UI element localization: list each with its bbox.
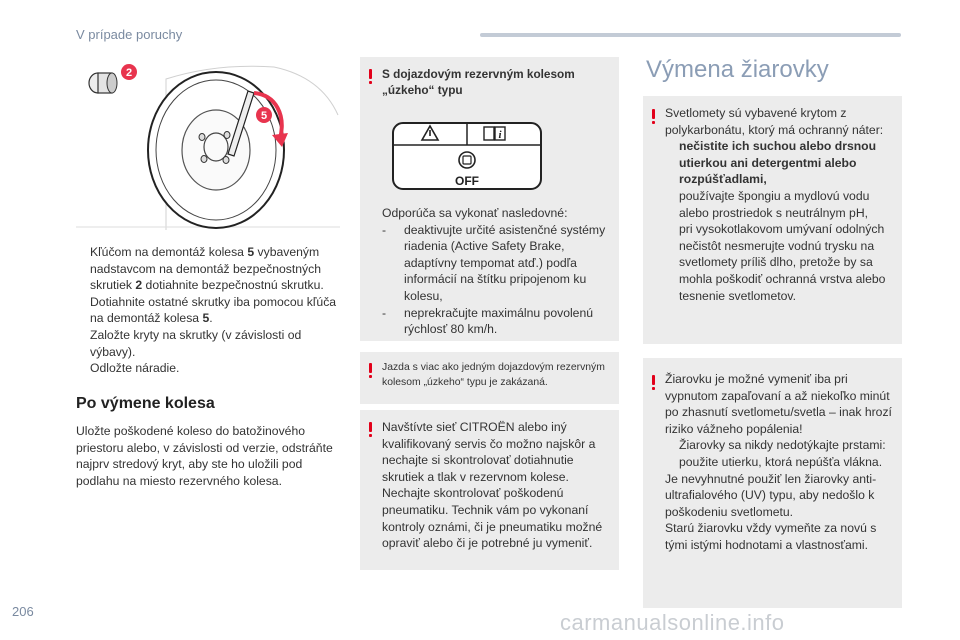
bulb-handling-box (643, 358, 902, 608)
step-item: Odložte náradie. (90, 361, 180, 376)
warning-icon (369, 69, 374, 84)
site-watermark: carmanualsonline.info (560, 610, 785, 635)
box-title-line1: S dojazdovým rezervným kolesom (382, 67, 575, 81)
service-visit-text: Navštívte sieť CITROËN alebo iný kvalifikovaný servis čo možno najskôr a nechajte si skontrolovať dotiahnutie skrutiek a tlak v rezervnom kolese. Nechajte skontrolovať poškodenú pneumatiku. Technik vám po vykonaní kontroly oznámi, či je pneumatiku možné opraviť alebo či je potrebné ju vymeniť. (382, 420, 603, 551)
bulb-intro: Žiarovku je možné vymeniť iba pri vypnutom zapaľovaní a až niekoľko minút po zhasnutí svetlometu/svetla – inak hrozí riziko vážneho popálenia! (665, 372, 892, 436)
wheel-label-sticker (392, 122, 542, 190)
running-header: V prípade poruchy (76, 27, 183, 42)
svg-text:i: i (498, 129, 502, 141)
section-heading-after-change: Po výmene kolesa (76, 395, 215, 412)
care-item: používajte špongiu a mydlovú vodu alebo prostriedok s neutrálnym pH, (679, 188, 870, 220)
recommendation-item: - deaktivujte určité asistenčné systémy riadenia (Active Safety Brake, adaptívny tempomat atď.) podľa informácií na štítku pripojenom ku kolesu, (382, 222, 606, 303)
page-number: 206 (12, 604, 34, 619)
space-saver-wheel-box (360, 57, 619, 341)
warning-icon (652, 109, 657, 124)
bulb-replace-paragraph: Starú žiarovku vždy vymeňte za novú s tými istými hodnotami a vlastnosťami. (665, 521, 877, 552)
bulb-item: Žiarovky sa nikdy nedotýkajte prstami: použite utierku, ktorá nepúšťa vlákna. (679, 438, 886, 469)
header-rule (480, 33, 901, 37)
section-title-bulb-replacement: Výmena žiarovky (646, 56, 829, 83)
service-visit-box (360, 410, 619, 570)
warning-icon (369, 363, 374, 378)
warning-icon (652, 375, 657, 390)
spare-wheel-graphic (148, 72, 288, 228)
tightening-steps (76, 244, 344, 377)
badge-5-text: 5 (260, 110, 268, 122)
warning-icon (369, 422, 374, 437)
headlamp-care-intro: Svetlomety sú vybavené krytom z polykarbonátu, ktorý má ochranný náter: (665, 106, 884, 137)
care-item: nečistite ich suchou alebo drsnou utierkou ani detergentmi alebo rozpúšťadlami, (679, 139, 877, 187)
wheel-bolt-illustration (76, 55, 340, 235)
multiple-spare-warning-box (360, 352, 619, 404)
step-item: Dotiahnite ostatné skrutky iba pomocou kľúča na demontáž kolesa 5. (90, 294, 337, 326)
badge-2-text: 2 (125, 67, 133, 79)
headlamp-care-box (643, 96, 902, 344)
recommendation-intro: Odporúča sa vykonať nasledovné: (382, 206, 568, 220)
box-title-line2: „úzkeho“ typu (382, 83, 463, 97)
care-item: pri vysokotlakovom umývaní odolných nečistôt nesmerujte vodnú trysku na svetlomety príliš dlho, pretože by sa mohla poškodiť ochranná vrstva alebo tesnenie svetlometov. (679, 222, 886, 303)
bolt-adapter-graphic (89, 73, 117, 93)
after-change-paragraph: Uložte poškodené koleso do batožinového priestoru alebo, v závislosti od verzie, odstráňte najprv stredový kryt, aby ste ho uložili pod podlahu na miesto rezervného kolesa. (76, 424, 333, 488)
multiple-spare-text: Jazda s viac ako jedným dojazdovým rezervným kolesom „úzkeho“ typu je zakázaná. (382, 362, 605, 388)
step-item: Kľúčom na demontáž kolesa 5 vybaveným nadstavcom na demontáž bezpečnostných skrutiek 2 dotiahnite bezpečnostnú skrutku. (90, 245, 324, 293)
step-item: Založte kryty na skrutky (v závislosti od výbavy). (90, 327, 302, 359)
off-label: OFF (455, 174, 479, 188)
bulb-uv-paragraph: Je nevyhnutné použiť len žiarovky anti-ultrafialového (UV) typu, aby nedošlo k poškodeniu svetlometu. (665, 471, 877, 519)
recommendation-item: - neprekračujte maximálnu povolenú rýchlosť 80 km/h. (382, 305, 594, 337)
